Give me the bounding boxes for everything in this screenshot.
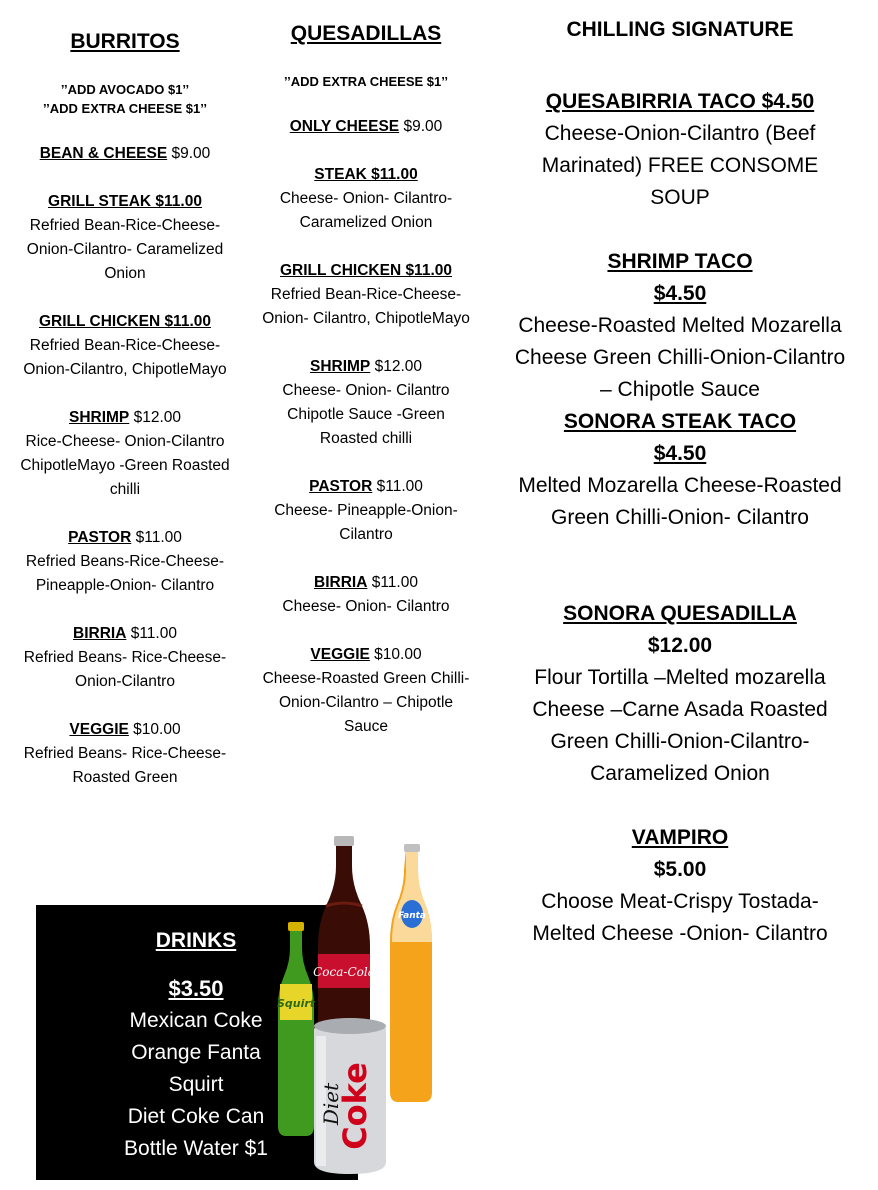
item-name: GRILL STEAK $11.00 bbox=[48, 193, 202, 210]
signature-item-vampiro bbox=[510, 822, 850, 950]
item-desc: Refried Bean-Rice-Cheese- Onion-Cilantro- Caramelized Onion bbox=[26, 217, 224, 282]
item-desc: Cheese- Onion- Cilantro Chipotle Sauce -Green Roasted chilli bbox=[282, 382, 450, 447]
item-desc: Cheese-Roasted Green Chilli-Onion-Cilantro – Chipotle Sauce bbox=[262, 670, 470, 735]
squirt-bottle-icon bbox=[277, 922, 316, 1136]
burritos-column bbox=[20, 30, 230, 790]
burrito-item-grill-chicken bbox=[20, 310, 230, 382]
item-price: $11.00 bbox=[131, 529, 182, 546]
item-desc: Cheese- Onion- Cilantro-Caramelized Onion bbox=[279, 190, 453, 231]
item-price: $12.00 bbox=[129, 409, 181, 426]
quesadilla-item-steak bbox=[258, 163, 474, 235]
quesadillas-column bbox=[258, 22, 474, 739]
diet-coke-can-icon bbox=[314, 1018, 386, 1174]
item-name: QUESABIRRIA TACO $4.50 bbox=[545, 90, 815, 113]
item-name: PASTOR bbox=[309, 478, 373, 495]
item-price: $9.00 bbox=[399, 118, 443, 135]
item-name: SONORA STEAK TACO bbox=[563, 410, 797, 433]
item-name: GRILL CHICKEN $11.00 bbox=[39, 313, 211, 330]
burrito-item-shrimp bbox=[20, 406, 230, 502]
item-name: SONORA QUESADILLA bbox=[563, 602, 797, 625]
quesadilla-item-shrimp bbox=[258, 355, 474, 451]
drink-item: Diet Coke Can bbox=[127, 1105, 265, 1128]
svg-text:Diet: Diet bbox=[319, 1082, 343, 1126]
burrito-item-veggie bbox=[20, 718, 230, 790]
item-name: GRILL CHICKEN $11.00 bbox=[280, 262, 452, 279]
item-name: SHRIMP bbox=[309, 358, 371, 375]
item-desc: Melted Mozarella Cheese-Roasted Green Chilli-Onion- Cilantro bbox=[518, 474, 842, 529]
item-name: SHRIMP TACO bbox=[607, 250, 753, 273]
drinks-title: DRINKS bbox=[155, 929, 237, 952]
item-name: SHRIMP bbox=[68, 409, 130, 426]
item-price: $12.00 bbox=[370, 358, 422, 375]
drink-item: Bottle Water $1 bbox=[124, 1137, 268, 1160]
signature-title: CHILLING SIGNATURE bbox=[566, 18, 794, 41]
burrito-item-pastor bbox=[20, 526, 230, 598]
item-desc: Refried Beans- Rice-Cheese-Roasted Green bbox=[23, 745, 227, 786]
quesadillas-title: QUESADILLAS bbox=[290, 22, 442, 45]
item-price: $10.00 bbox=[128, 721, 181, 738]
svg-text:Squirt: Squirt bbox=[276, 997, 316, 1010]
drinks-content bbox=[98, 925, 294, 1165]
burritos-title: BURRITOS bbox=[70, 30, 180, 53]
item-price: $4.50 bbox=[653, 282, 707, 305]
svg-text:Coca-Cola: Coca-Cola bbox=[313, 965, 375, 979]
item-name: BIRRIA bbox=[73, 625, 127, 642]
item-desc: Refried Beans- Rice-Cheese- Onion-Cilantro bbox=[23, 649, 227, 690]
item-desc: Cheese- Pineapple-Onion- Cilantro bbox=[274, 502, 458, 543]
burrito-item-grill-steak bbox=[20, 190, 230, 286]
signature-item-shrimp-taco bbox=[510, 246, 850, 406]
item-desc: Refried Bean-Rice-Cheese- Onion-Cilantro, ChipotleMayo bbox=[23, 337, 227, 378]
drink-item: Squirt bbox=[168, 1073, 224, 1096]
item-desc: Choose Meat-Crispy Tostada-Melted Cheese -Onion- Cilantro bbox=[532, 890, 828, 945]
signature-column bbox=[510, 18, 850, 950]
item-desc: Cheese- Onion- Cilantro bbox=[282, 598, 450, 615]
quesadilla-item-grill-chicken bbox=[258, 259, 474, 331]
item-name: VEGGIE bbox=[69, 721, 129, 738]
item-desc: Refried Beans-Rice-Cheese- Pineapple-Onion- Cilantro bbox=[25, 553, 225, 594]
item-name: VAMPIRO bbox=[631, 826, 729, 849]
item-price: $10.00 bbox=[369, 646, 422, 663]
fanta-bottle-icon bbox=[390, 844, 432, 1102]
svg-text:Coke: Coke bbox=[336, 1062, 374, 1150]
item-name: VEGGIE bbox=[310, 646, 370, 663]
signature-item-sonora-steak bbox=[510, 406, 850, 534]
item-price: $9.00 bbox=[167, 145, 211, 162]
drink-item: Mexican Coke bbox=[129, 1009, 263, 1032]
svg-text:Fanta: Fanta bbox=[398, 911, 426, 921]
item-desc: Flour Tortilla –Melted mozarella Cheese –Carne Asada Roasted Green Chilli-Onion-Cilantro-Caramelized Onion bbox=[532, 666, 828, 785]
item-desc: Cheese-Onion-Cilantro (Beef Marinated) FREE CONSOME SOUP bbox=[541, 122, 819, 209]
item-price: $5.00 bbox=[653, 858, 707, 881]
item-name: PASTOR bbox=[68, 529, 132, 546]
item-price: $11.00 bbox=[126, 625, 177, 642]
item-name: STEAK $11.00 bbox=[314, 166, 418, 183]
item-desc: Cheese-Roasted Melted Mozarella Cheese Green Chilli-Onion-Cilantro – Chipotle Sauce bbox=[514, 314, 846, 401]
item-price: $11.00 bbox=[372, 478, 423, 495]
item-name: ONLY CHEESE bbox=[289, 118, 400, 135]
burritos-notes bbox=[20, 80, 230, 118]
add-cheese-note: ’’ADD EXTRA CHEESE $1’’ bbox=[43, 101, 207, 116]
drink-bottles-image bbox=[270, 836, 450, 1176]
item-price: $12.00 bbox=[647, 634, 713, 657]
burrito-item-bean-cheese bbox=[20, 142, 230, 166]
drinks-price: $3.50 bbox=[168, 976, 224, 1001]
quesadilla-item-pastor bbox=[258, 475, 474, 547]
signature-item-sonora-quesadilla bbox=[510, 598, 850, 790]
item-price: $11.00 bbox=[367, 574, 418, 591]
item-name: BEAN & CHEESE bbox=[39, 145, 168, 162]
drink-item: Orange Fanta bbox=[131, 1041, 261, 1064]
item-desc: Rice-Cheese- Onion-Cilantro ChipotleMayo -Green Roasted chilli bbox=[20, 433, 230, 498]
quesadilla-item-veggie bbox=[258, 643, 474, 739]
quesadilla-item-birria bbox=[258, 571, 474, 619]
item-name: BIRRIA bbox=[314, 574, 368, 591]
add-avocado-note: ’’ADD AVOCADO $1’’ bbox=[60, 82, 190, 97]
quesadilla-item-only-cheese bbox=[258, 115, 474, 139]
item-desc: Refried Bean-Rice-Cheese- Onion- Cilantro, ChipotleMayo bbox=[262, 286, 470, 327]
burrito-item-birria bbox=[20, 622, 230, 694]
add-cheese-note: ’’ADD EXTRA CHEESE $1’’ bbox=[284, 74, 448, 89]
signature-item-quesabirria bbox=[510, 86, 850, 214]
item-price: $4.50 bbox=[653, 442, 707, 465]
